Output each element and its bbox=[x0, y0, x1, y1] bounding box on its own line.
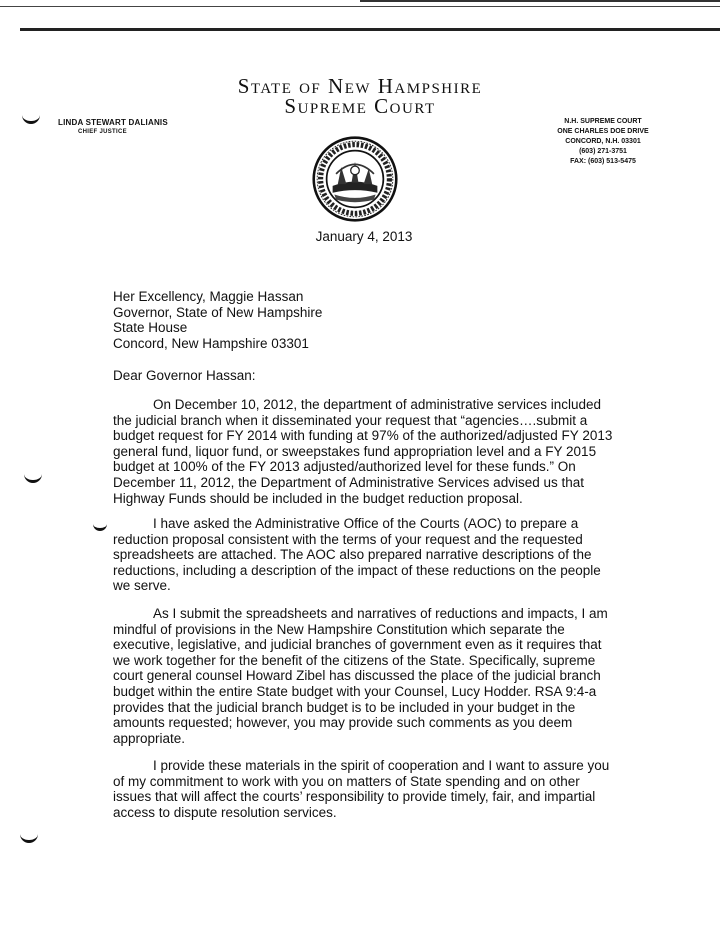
address-line: CONCORD, N.H. 03301 bbox=[565, 138, 641, 145]
address-line: ONE CHARLES DOE DRIVE bbox=[557, 128, 649, 135]
punch-hole-mark bbox=[20, 832, 38, 843]
addressee-line: State House bbox=[113, 320, 188, 336]
state-seal-icon bbox=[312, 136, 398, 222]
letterhead-court: Supreme Court bbox=[284, 94, 436, 118]
body-paragraph: On December 10, 2012, the department of administrative services included the judicial branch when it disseminated your request that “agencies….submit a budget request for FY 2014 with funding at 97% of the authorized/adjusted FY 2013 general fund, liquor fund, or sweepstakes fund appropriation level and a FY 2015 budget at 100% of the FY 2013 adjusted/authorized level for these funds.” On December 11, 2012, the Department of Administrative Services advised us that Highway Funds should be included in the budget reduction proposal. bbox=[113, 397, 613, 506]
address-line: FAX: (603) 513-5475 bbox=[570, 158, 636, 165]
body-paragraph: As I submit the spreadsheets and narratives of reductions and impacts, I am mindful of provisions in the New Hampshire Constitution which separate the executive, legislative, and judicial branches of government even as it requires that we work together for the benefit of the citizens of the State. Specifically, supreme court general counsel Howard Zibel has discussed the place of the judicial branch budget within the entire State budget with your Counsel, Lucy Hodder. RSA 9:4-a provides that the judicial branch budget is to be included in your budget in the amounts requested; however, you may provide such comments as you deem appropriate. bbox=[113, 606, 608, 746]
scan-edge-line bbox=[0, 6, 720, 7]
chief-justice-name: LINDA STEWART DALIANIS bbox=[58, 118, 168, 127]
address-line: (603) 271-3751 bbox=[579, 148, 627, 155]
letter-date: January 4, 2013 bbox=[315, 229, 413, 244]
letterhead-state: State of New Hampshire bbox=[237, 74, 483, 98]
body-paragraph: I have asked the Administrative Office of the Courts (AOC) to prepare a reduction proposal consistent with the terms of your request and the requested spreadsheets are attached. The AOC also prepared narrative descriptions of the reductions, including a description of the impact of these reductions on the people we serve. bbox=[113, 516, 601, 594]
top-rule bbox=[20, 28, 720, 31]
addressee-block bbox=[113, 289, 618, 351]
punch-hole-mark bbox=[93, 520, 107, 531]
scan-edge-line bbox=[360, 0, 720, 2]
addressee-line: Concord, New Hampshire 03301 bbox=[113, 335, 309, 351]
punch-hole-mark bbox=[24, 472, 42, 483]
salutation: Dear Governor Hassan: bbox=[113, 368, 256, 383]
chief-justice-title: CHIEF JUSTICE bbox=[78, 129, 127, 135]
court-address bbox=[548, 117, 658, 167]
addressee-line: Her Excellency, Maggie Hassan bbox=[113, 289, 304, 304]
addressee-line: Governor, State of New Hampshire bbox=[113, 304, 323, 320]
body-paragraph: I provide these materials in the spirit of cooperation and I want to assure you of my commitment to work with you on matters of State spending and on other issues that will affect the courts’ responsibility to provide timely, fair, and impartial access to dispute resolution services. bbox=[113, 758, 610, 820]
address-line: N.H. SUPREME COURT bbox=[564, 118, 642, 125]
